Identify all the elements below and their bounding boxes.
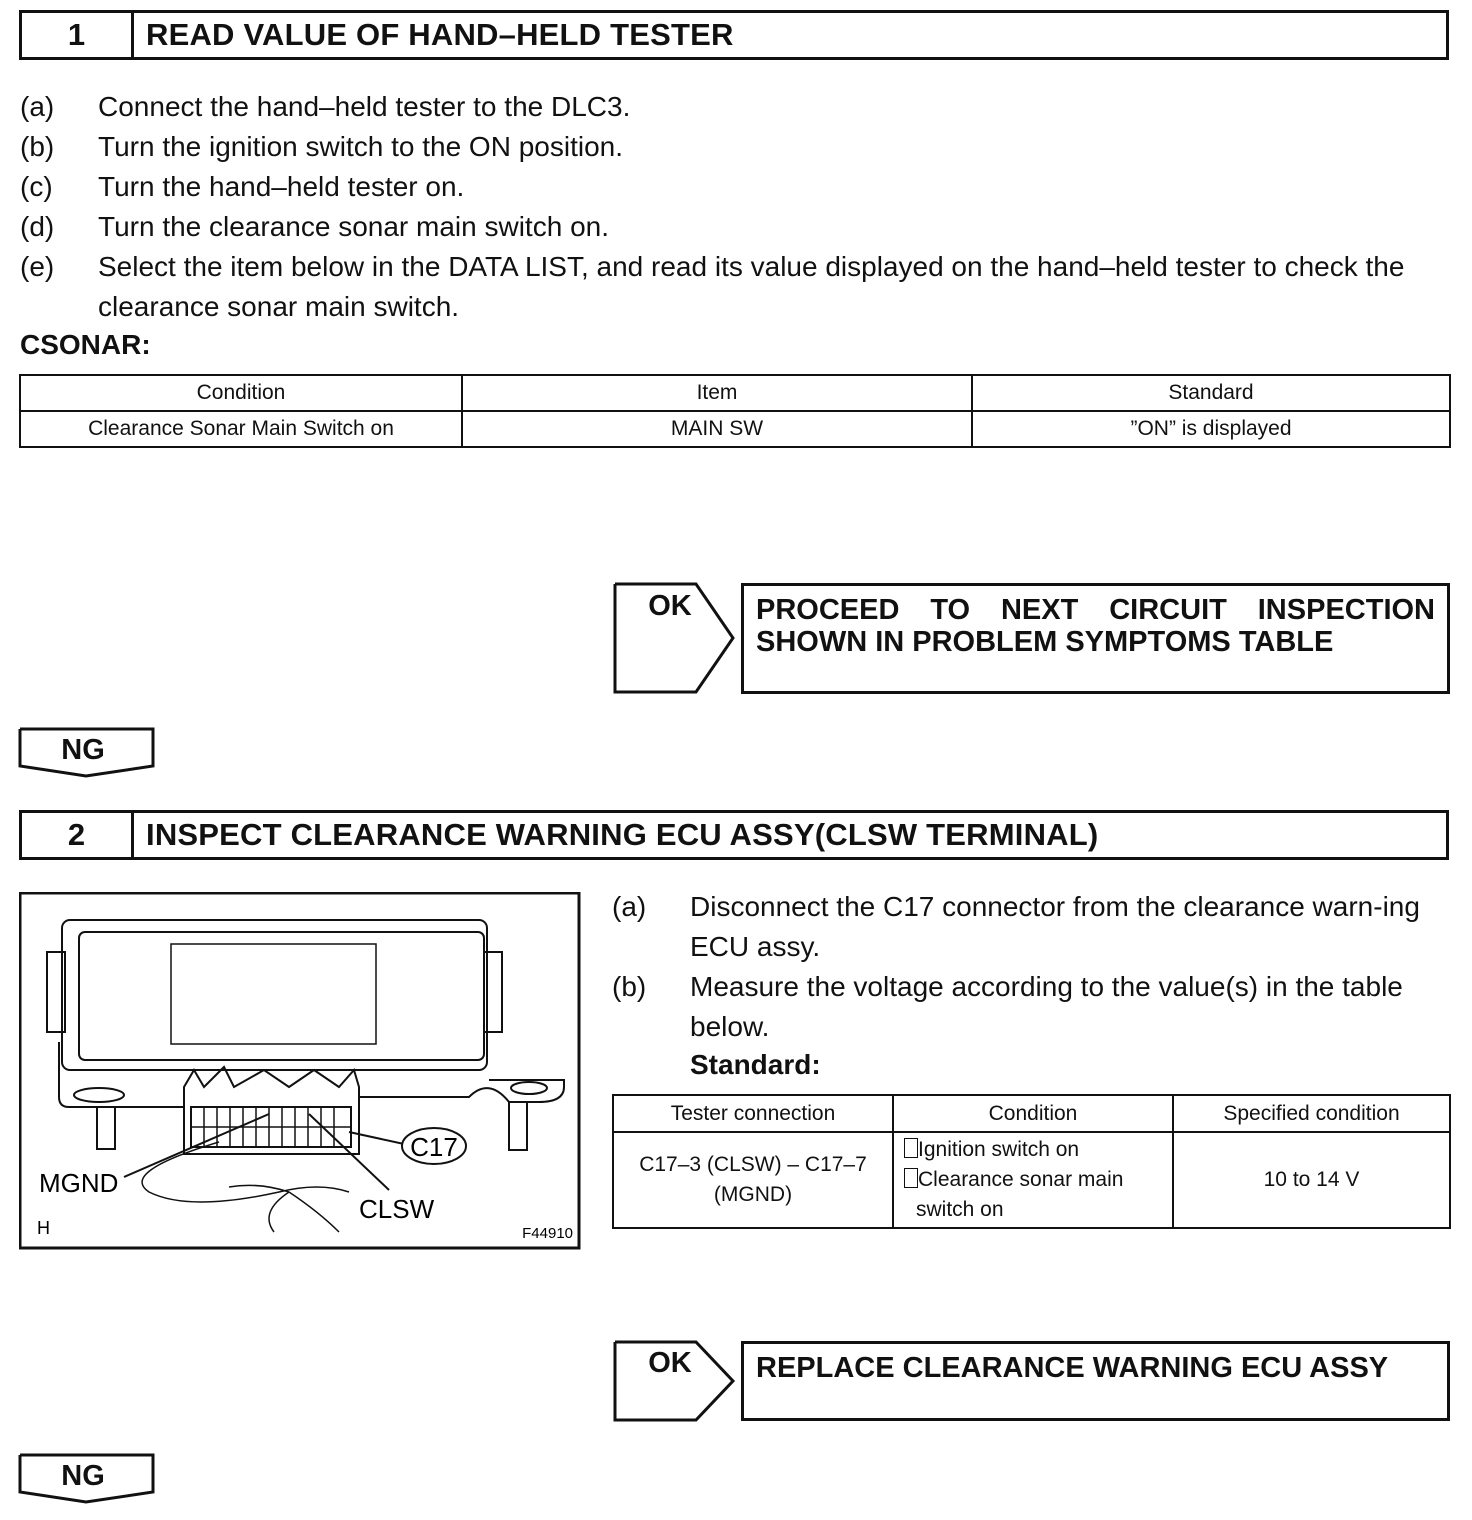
checkbox-icon [904,1138,918,1158]
checkbox-icon [904,1168,918,1188]
clsw-label: CLSW [359,1194,435,1224]
ok-result-text: PROCEED TO NEXT CIRCUIT INSPECTION SHOWN IN PROBLEM SYMPTOMS TABLE [756,594,1435,658]
instruction-item: (b) Measure the voltage according to the value(s) in the table below. [612,971,1403,1042]
instruction-item: (b) Turn the ignition switch to the ON position. [20,131,623,162]
step-2-instructions [612,887,1452,1047]
connector-label: C17 [410,1132,458,1162]
condition-line: Ignition switch on [904,1135,1166,1165]
ok-label: OK [648,590,692,622]
table-cell [893,1132,1173,1228]
step-1-header [19,10,1449,60]
ok-result-text: REPLACE CLEARANCE WARNING ECU ASSY [756,1352,1389,1384]
step-2-title: INSPECT CLEARANCE WARNING ECU ASSY(CLSW TERMINAL) [146,817,1099,852]
table-header: Specified condition [1173,1095,1450,1132]
data-list-label: CSONAR: [20,329,151,360]
step-1-number: 1 [22,13,134,57]
step-1-title: READ VALUE OF HAND–HELD TESTER [146,17,734,52]
table-header: Standard [972,375,1450,411]
ok-result-box [741,1341,1450,1421]
table-row [20,411,1450,447]
mgnd-label: MGND [39,1168,119,1198]
ecu-connector-figure [19,892,581,1250]
instruction-item: (a) Connect the hand–held tester to the DLC3. [20,91,631,122]
table-cell: ”ON” is displayed [972,411,1450,447]
figure-code-label: F44910 [522,1225,573,1242]
table-row [613,1132,1450,1228]
tester-connection-line: (MGND) [713,1183,793,1206]
instruction-item: (c) Turn the hand–held tester on. [20,171,465,202]
instruction-item: (d) Turn the clearance sonar main switch on. [20,211,609,242]
table-cell: Clearance Sonar Main Switch on [20,411,462,447]
ok-label: OK [648,1347,692,1379]
tester-connection-line: C17–3 (CLSW) – C17–7 [639,1153,867,1176]
table-cell: MAIN SW [462,411,972,447]
step-1-table [19,374,1451,448]
figure-corner-label: H [37,1218,50,1238]
step-1-instructions [20,87,1455,327]
table-header: Tester connection [613,1095,893,1132]
ng-label: NG [61,734,105,766]
table-cell [613,1132,893,1228]
table-header: Item [462,375,972,411]
table-header: Condition [20,375,462,411]
ok-result-box [741,583,1450,694]
step-2-table [612,1094,1451,1229]
step-2-header [19,810,1449,860]
ng-label: NG [61,1460,105,1492]
instruction-item: (a) Disconnect the C17 connector from the clearance warn-ing ECU assy. [612,891,1420,962]
instruction-item: (e) Select the item below in the DATA LIST, and read its value displayed on the hand–held tester to check the clearance sonar main switch. [20,251,1405,322]
table-header: Condition [893,1095,1173,1132]
condition-line: Clearance sonar main [904,1165,1166,1195]
standard-label: Standard: [690,1049,821,1080]
table-cell: 10 to 14 V [1173,1132,1450,1228]
condition-line: switch on [916,1198,1004,1221]
step-2-number: 2 [22,813,134,857]
